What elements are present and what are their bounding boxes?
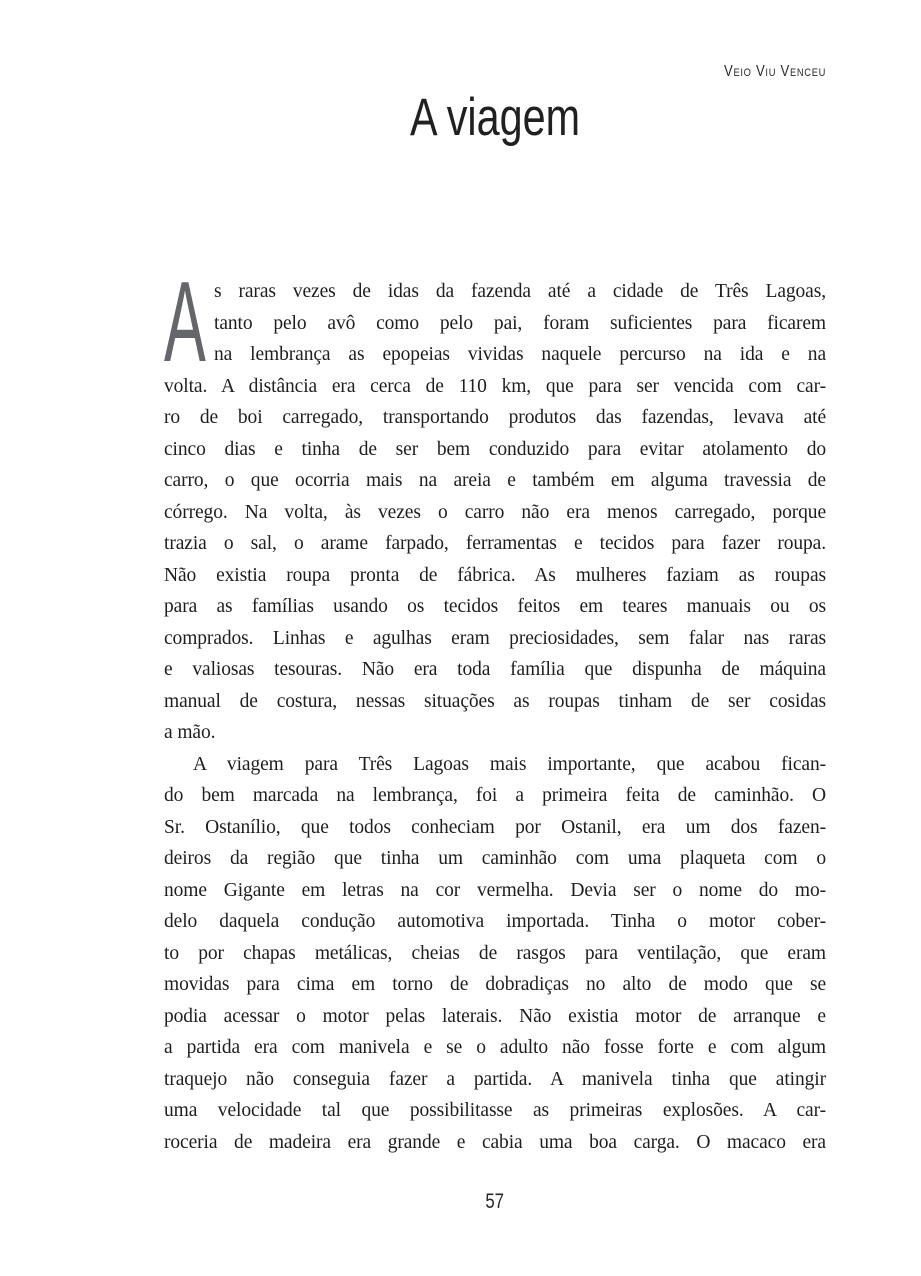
text-line: córrego. Na volta, às vezes o carro não era menos carregado, porque	[164, 501, 826, 523]
text-line: roceria de madeira era grande e cabia uma boa carga. O macaco era	[164, 1131, 826, 1153]
text-line: comprados. Linhas e agulhas eram preciosidades, sem falar nas raras	[164, 627, 826, 649]
text-line: traquejo não conseguia fazer a partida. A manivela tinha que atingir	[164, 1068, 826, 1090]
paragraph-2	[164, 749, 826, 1159]
text-line: A viagem para Três Lagoas mais importante, que acabou fican-	[193, 753, 826, 775]
text-line: to por chapas metálicas, cheias de rasgos para ventilação, que eram	[164, 942, 826, 964]
text-line: trazia o sal, o arame farpado, ferramentas e tecidos para fazer roupa.	[164, 533, 826, 554]
page-number-text: 57	[485, 1190, 505, 1213]
drop-cap-letter: A	[164, 259, 206, 386]
text-line: Não existia roupa pronta de fábrica. As mulheres faziam as roupas	[164, 564, 826, 586]
text-line: na lembrança as epopeias vividas naquele percurso na ida e na	[214, 344, 826, 365]
text-line: cinco dias e tinha de ser bem conduzido para evitar atolamento do	[164, 438, 826, 460]
text-line: carro, o que ocorria mais na areia e também em alguma travessia de	[164, 470, 826, 491]
paragraph-1	[164, 259, 826, 749]
page-number	[164, 1189, 826, 1215]
chapter-title	[164, 90, 826, 146]
text-line: a mão.	[164, 722, 216, 743]
text-line: do bem marcada na lembrança, foi a primeira feita de caminhão. O	[164, 785, 826, 806]
text-line: volta. A distância era cerca de 110 km, que para ser vencida com car-	[164, 375, 826, 397]
text-line: e valiosas tesouras. Não era toda família que dispunha de máquina	[164, 659, 826, 680]
text-line: movidas para cima em torno de dobradiças no alto de modo que se	[164, 974, 826, 995]
text-line: s raras vezes de idas da fazenda até a cidade de Três Lagoas,	[214, 281, 826, 302]
text-line: para as famílias usando os tecidos feitos em teares manuais ou os	[164, 596, 826, 617]
text-line: Sr. Ostanílio, que todos conheciam por Ostanil, era um dos fazen-	[164, 816, 826, 838]
text-line: ro de boi carregado, transportando produtos das fazendas, levava até	[164, 407, 826, 428]
running-head-text: Veio Viu Venceu	[723, 63, 826, 80]
running-head	[164, 64, 826, 80]
text-line: a partida era com manivela e se o adulto não fosse forte e com algum	[164, 1037, 826, 1058]
body-text-block	[164, 259, 826, 1158]
chapter-title-text: A viagem	[409, 88, 581, 147]
text-line: delo daquela condução automotiva importada. Tinha o motor cober-	[164, 911, 826, 932]
text-line: uma velocidade tal que possibilitasse as primeiras explosões. A car-	[164, 1100, 826, 1121]
drop-cap	[164, 259, 214, 386]
text-line: manual de costura, nessas situações as roupas tinham de ser cosidas	[164, 690, 826, 712]
text-line: podia acessar o motor pelas laterais. Não existia motor de arranque e	[164, 1005, 826, 1027]
text-line: deiros da região que tinha um caminhão com uma plaqueta com o	[164, 848, 826, 869]
text-line: tanto pelo avô como pelo pai, foram suficientes para ficarem	[214, 312, 826, 334]
text-line: nome Gigante em letras na cor vermelha. Devia ser o nome do mo-	[164, 879, 826, 901]
